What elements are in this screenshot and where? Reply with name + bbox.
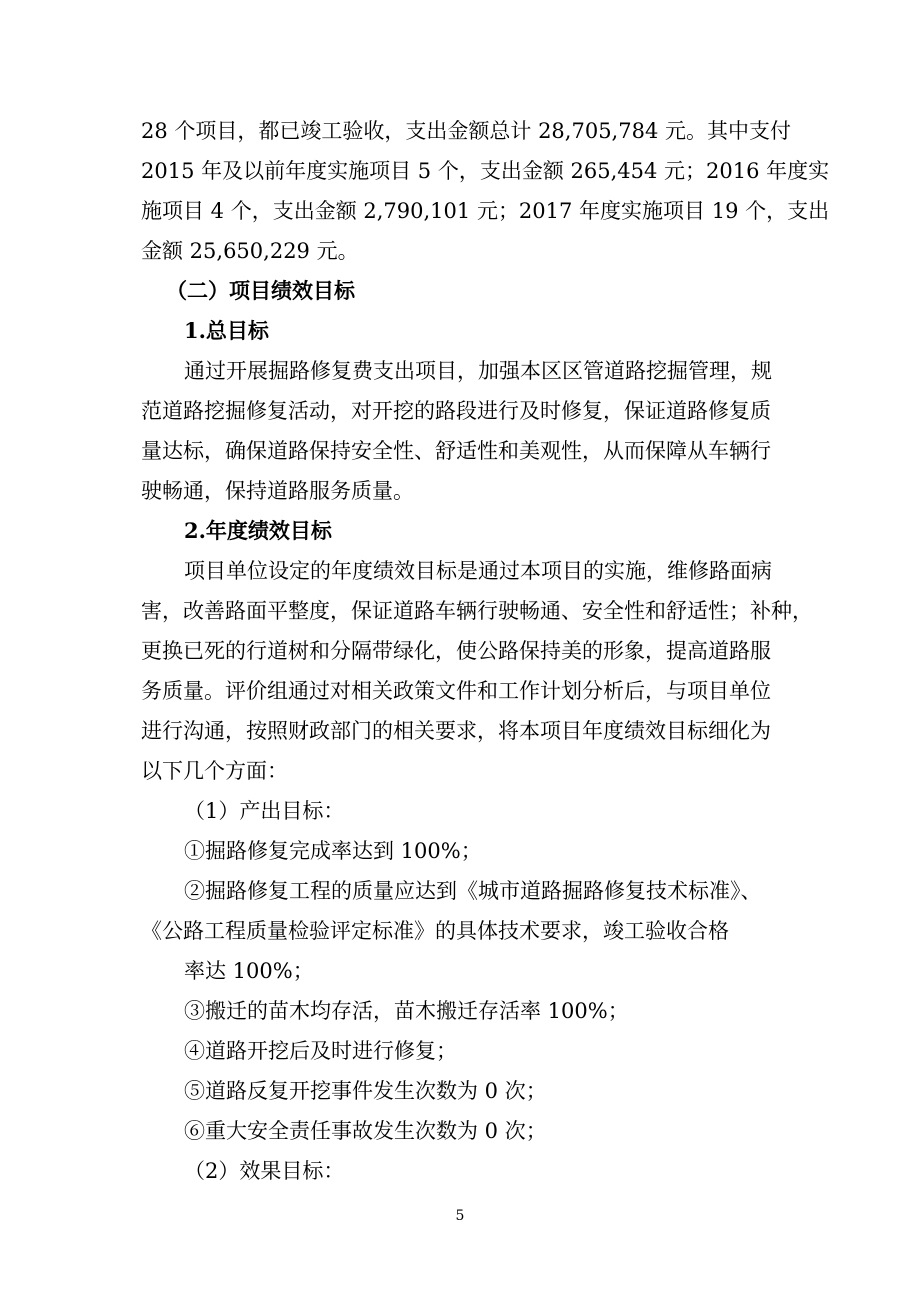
subsection-heading: 1.总目标 [184,318,269,343]
list-item-continuation: 《公路工程质量检验评定标准》的具体技术要求，竣工验收合格 [141,919,729,943]
text-line: 金额 25,650,229 元。 [141,239,359,263]
list-item: ③搬迁的苗木均存活，苗木搬迁存活率 100%； [184,999,629,1023]
text-line: 驶畅通，保持道路服务质量。 [141,479,414,503]
text-line: 施项目 4 个，支出金额 2,790,101 元；2017 年度实施项目 19 个，支出 [141,199,830,223]
text-line: 以下几个方面： [141,759,288,783]
text-line: 通过开展掘路修复费支出项目，加强本区区管道路挖掘管理，规 [184,359,772,383]
page-number: 5 [455,1208,465,1224]
text-line: 28 个项目，都已竣工验收，支出金额总计 28,705,784 元。其中支付 [141,119,791,143]
text-line: 进行沟通，按照财政部门的相关要求，将本项目年度绩效目标细化为 [141,719,771,743]
text-line: 害，改善路面平整度，保证道路车辆行驶畅通、安全性和舒适性；补种， [141,599,813,623]
list-item: ④道路开挖后及时进行修复； [184,1039,457,1063]
text-line: 范道路挖掘修复活动，对开挖的路段进行及时修复，保证道路修复质 [141,399,771,423]
list-item: ②掘路修复工程的质量应达到《城市道路掘路修复技术标准》、 [184,879,762,903]
section-heading: （二）项目绩效目标 [166,278,355,303]
list-item: ⑤道路反复开挖事件发生次数为 0 次； [184,1079,547,1103]
list-heading: （2）效果目标： [184,1159,345,1183]
text-line: 量达标，确保道路保持安全性、舒适性和美观性，从而保障从车辆行 [141,439,771,463]
text-line: 更换已死的行道树和分隔带绿化，使公路保持美的形象，提高道路服 [141,639,771,663]
list-heading: （1）产出目标： [184,799,345,823]
list-item: ①掘路修复完成率达到 100%； [184,839,482,863]
list-item: ⑥重大安全责任事故发生次数为 0 次； [184,1119,547,1143]
subsection-heading: 2.年度绩效目标 [184,518,332,543]
text-line: 项目单位设定的年度绩效目标是通过本项目的实施，维修路面病 [184,559,772,583]
text-line: 务质量。评价组通过对相关政策文件和工作计划分析后，与项目单位 [141,679,771,703]
list-item-continuation: 率达 100%； [184,959,314,983]
text-line: 2015 年及以前年度实施项目 5 个，支出金额 265,454 元；2016 年度实 [141,159,830,183]
